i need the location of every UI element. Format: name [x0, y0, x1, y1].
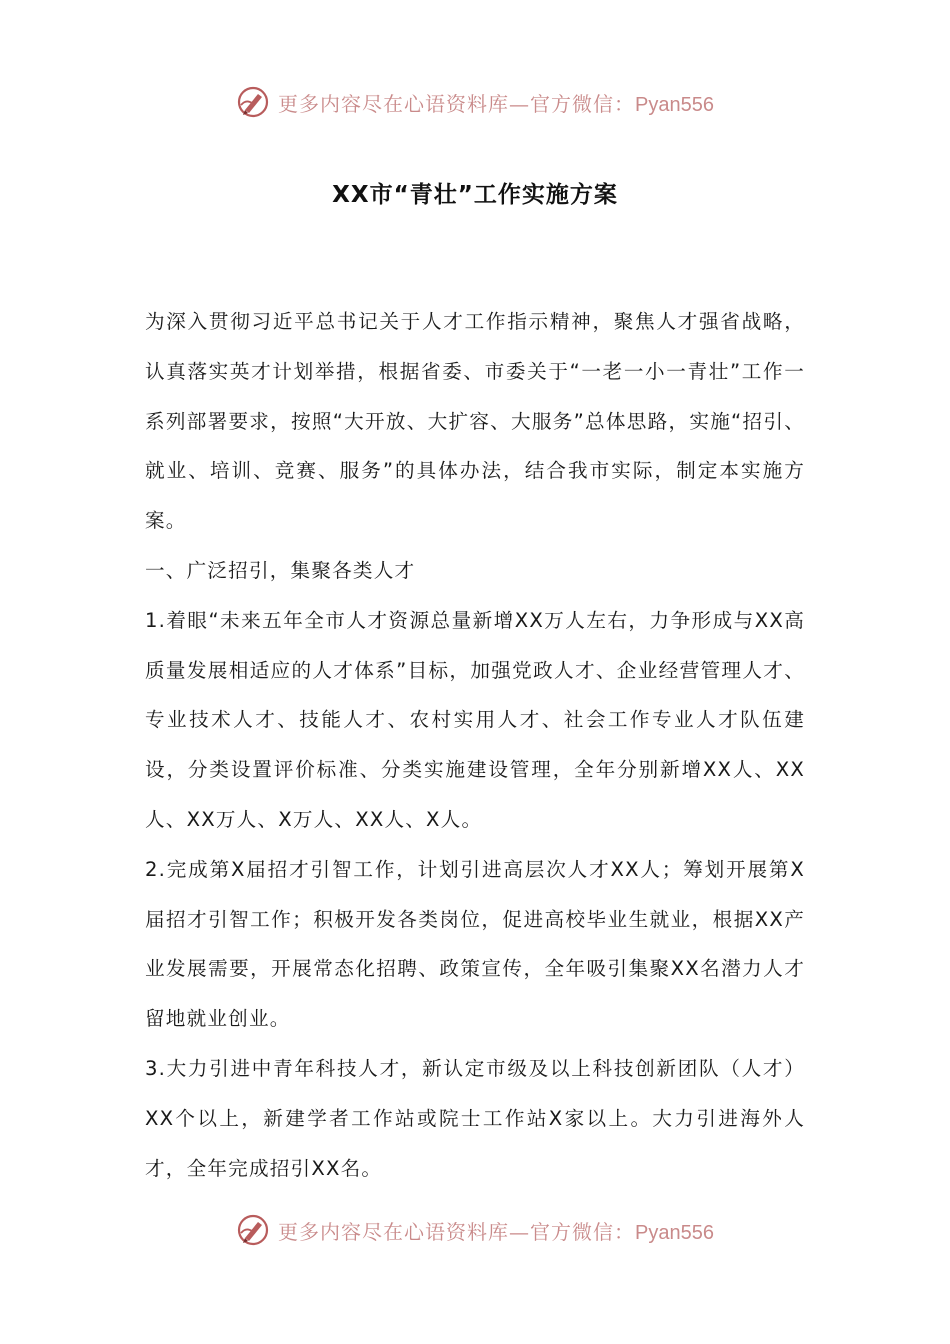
paragraph-item-3: 3.大力引进中青年科技人才，新认定市级及以上科技创新团队（人才）XX个以上，新建学者工作站或院士工作站X家以上。大力引进海外人才，全年完成招引XX名。	[145, 1056, 805, 1180]
watermark-text: 更多内容尽在心语资料库—官方微信：Pyan556	[278, 1219, 714, 1244]
watermark-account: Pyan556	[635, 1221, 714, 1244]
pen-logo-icon	[236, 85, 270, 119]
section-heading-1: 一、广泛招引，集聚各类人才	[145, 558, 416, 582]
paragraph-item-2: 2.完成第X届招才引智工作，计划引进高层次人才XX人；筹划开展第X届招才引智工作；积极开发各类岗位，促进高校毕业生就业，根据XX产业发展需要，开展常态化招聘、政策宣传，全年吸引集聚XX名潜力人才留地就业创业。	[145, 857, 805, 1031]
watermark-text: 更多内容尽在心语资料库—官方微信：Pyan556	[278, 91, 714, 116]
document-title: XX市“青壮”工作实施方案	[332, 182, 618, 208]
paragraph-intro: 为深入贯彻习近平总书记关于人才工作指示精神，聚焦人才强省战略，认真落实英才计划举措，根据省委、市委关于“一老一小一青壮”工作一系列部署要求，按照“大开放、大扩容、大服务”总体思路，实施“招引、就业、培训、竞赛、服务”的具体办法，结合我市实际，制定本实施方案。	[145, 310, 805, 533]
pen-logo-icon	[236, 1213, 270, 1247]
watermark-banner-bottom	[0, 1208, 950, 1252]
watermark-banner-top	[0, 80, 950, 124]
document-body	[145, 297, 805, 1193]
paragraph-item-1: 1.着眼“未来五年全市人才资源总量新增XX万人左右，力争形成与XX高质量发展相适应的人才体系”目标，加强党政人才、企业经营管理人才、专业技术人才、技能人才、农村实用人才、社会工作专业人才队伍建设，分类设置评价标准、分类实施建设管理，全年分别新增XX人、XX人、XX万人、X万人、XX人、X人。	[145, 608, 805, 831]
watermark-account: Pyan556	[635, 93, 714, 116]
